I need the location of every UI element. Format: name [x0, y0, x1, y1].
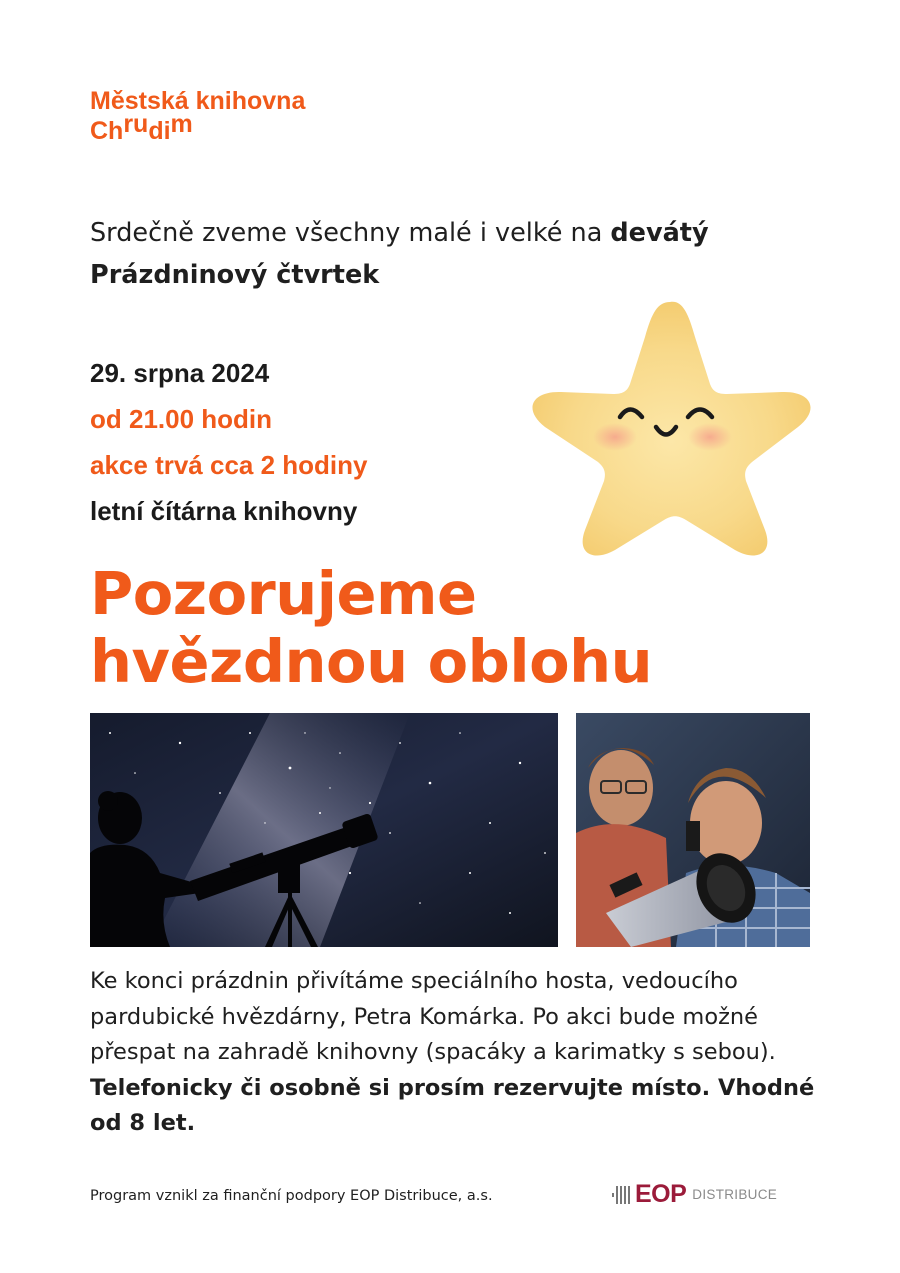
sponsor-logo-text: EOP	[635, 1180, 687, 1208]
event-duration: akce trvá cca 2 hodiny	[90, 450, 368, 480]
sponsor-logo	[612, 1180, 777, 1209]
right-cheek	[688, 423, 732, 451]
funding-note: Program vznikl za finanční podpory EOP Distribuce, a.s.	[90, 1188, 493, 1204]
night-sky-telescope-photo	[90, 713, 558, 947]
library-logo	[90, 86, 305, 146]
intro-text: Srdečně zveme všechny malé i velké na devátý Prázdninový čtvrtek	[90, 218, 709, 290]
description-text: Ke konci prázdnin přivítáme speciálního hosta, vedoucího pardubické hvězdárny, Petra Komárka. Po akci bude možné přespat na zahradě knihovny (spacáky a karimatky s sebou). Telefonicky či osobně si prosím rezervujte místo. Vhodné od 8 let.	[90, 968, 815, 1136]
event-info	[90, 350, 367, 534]
sponsor-logo-subtext: DISTRIBUCE	[692, 1187, 778, 1202]
logo-line2: Chrudim	[90, 110, 193, 145]
headline-line2: hvězdnou oblohu	[90, 627, 653, 696]
smiling-star-illustration	[520, 292, 815, 557]
description-bold: Telefonicky či osobně si prosím rezervujte místo. Vhodné od 8 let.	[90, 1074, 815, 1136]
intro-bold: devátý Prázdninový čtvrtek	[90, 218, 709, 290]
event-time: od 21.00 hodin	[90, 404, 273, 434]
headline	[90, 560, 652, 696]
headline-line1: Pozorujeme	[90, 559, 477, 628]
event-date: 29. srpna 2024	[90, 358, 270, 388]
logo-line1: Městská knihovna	[90, 87, 306, 115]
event-place: letní čítárna knihovny	[90, 496, 358, 526]
bars-icon	[612, 1186, 630, 1204]
boys-telescope-photo	[576, 713, 810, 947]
left-cheek	[593, 423, 637, 451]
